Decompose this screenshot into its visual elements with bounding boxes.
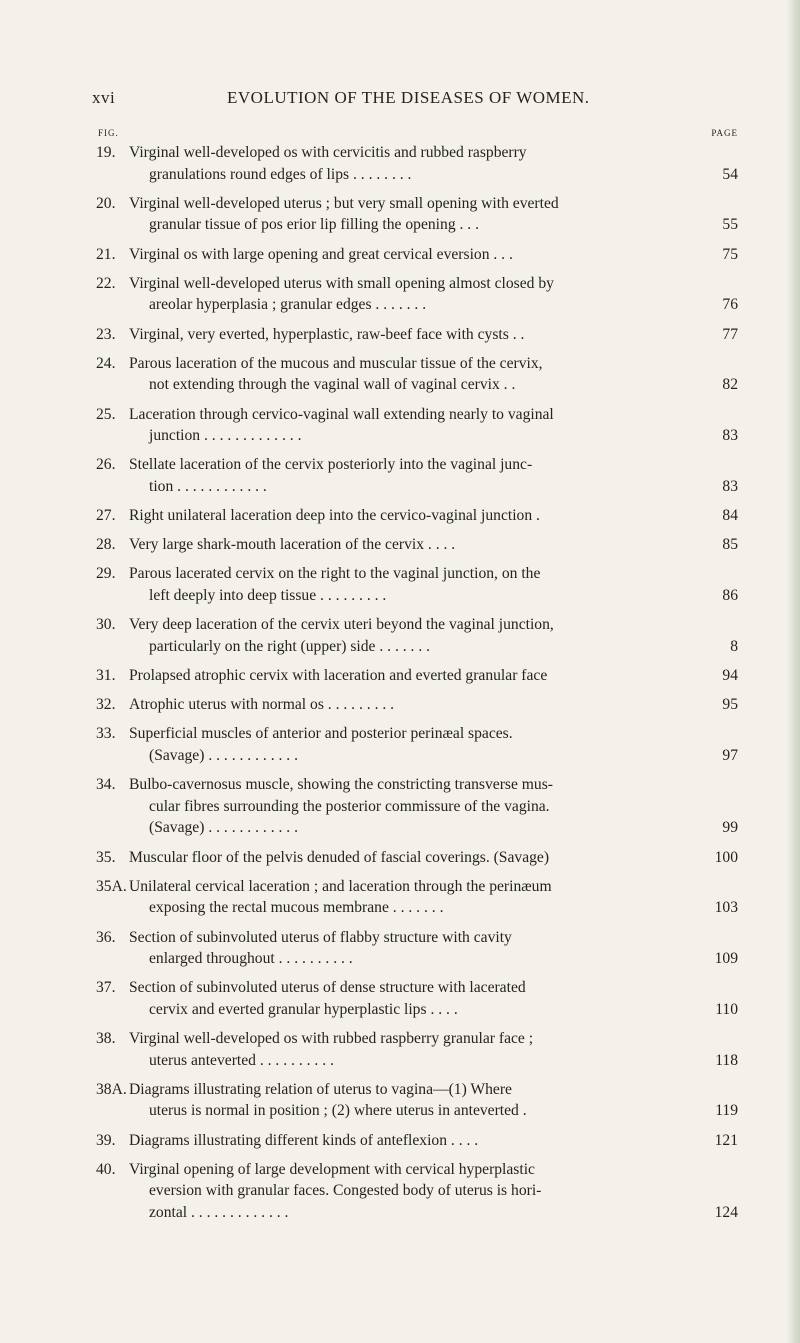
caption-line: Virginal well-developed uterus ; but very small opening with everted xyxy=(129,194,559,212)
figure-caption xyxy=(129,353,698,396)
page-reference: 75 xyxy=(722,245,738,263)
page-reference: 77 xyxy=(722,325,738,343)
figure-caption xyxy=(129,404,698,447)
figure-caption xyxy=(129,454,698,497)
caption-line: Right unilateral laceration deep into the cervico-vaginal junction . xyxy=(129,507,540,525)
caption-line: (Savage) . . . . . . . . . . . . xyxy=(149,819,298,837)
page-edge-shadow xyxy=(786,0,800,1343)
figure-number: 28. xyxy=(96,536,116,554)
figure-caption xyxy=(129,1028,698,1071)
caption-line: Muscular floor of the pelvis denuded of fascial coverings. (Savage) xyxy=(129,848,550,866)
caption-line: eversion with granular faces. Congested body of uterus is hori- xyxy=(149,1182,542,1200)
page-reference: 110 xyxy=(715,1000,738,1018)
figure-entry xyxy=(96,927,738,970)
caption-line: Section of subinvoluted uterus of dense structure with lacerated xyxy=(129,979,526,997)
page-reference: 121 xyxy=(714,1131,738,1149)
figure-entry xyxy=(96,505,738,527)
caption-line: Superficial muscles of anterior and posterior perinæal spaces. xyxy=(129,725,513,743)
figure-number: 30. xyxy=(96,616,116,634)
figure-number: 25. xyxy=(96,405,116,423)
figure-number: 24. xyxy=(96,354,116,372)
caption-line: cervix and everted granular hyperplastic lips . . . . xyxy=(149,1000,458,1018)
figure-entry xyxy=(96,1028,738,1071)
figure-entry xyxy=(96,353,738,396)
figure-entry xyxy=(96,694,738,716)
figure-number: 27. xyxy=(96,507,116,525)
caption-line: Diagrams illustrating different kinds of anteflexion . . . . xyxy=(129,1131,479,1149)
figure-entry xyxy=(96,1079,738,1122)
figure-number: 38A. xyxy=(96,1080,127,1098)
figure-caption xyxy=(129,193,698,236)
caption-line: areolar hyperplasia ; granular edges . . . . . . . xyxy=(149,296,427,314)
figure-caption xyxy=(129,723,698,766)
figure-entry xyxy=(96,324,738,346)
figure-entry xyxy=(96,563,738,606)
figure-entry xyxy=(96,142,738,185)
figure-entry xyxy=(96,1130,738,1152)
caption-line: Parous lacerated cervix on the right to the vaginal junction, on the xyxy=(129,565,541,583)
caption-line: exposing the rectal mucous membrane . . . . . . . xyxy=(149,899,444,917)
caption-line: Virginal well-developed os with rubbed raspberry granular face ; xyxy=(129,1030,534,1048)
figure-number: 23. xyxy=(96,325,116,343)
page-reference: 103 xyxy=(714,899,738,917)
page-reference: 95 xyxy=(722,696,738,714)
figure-entry xyxy=(96,977,738,1020)
caption-line: Very deep laceration of the cervix uteri beyond the vaginal junction, xyxy=(129,616,554,634)
figure-entry xyxy=(96,614,738,657)
caption-line: Diagrams illustrating relation of uterus to vagina—(1) Where xyxy=(129,1080,512,1098)
column-headings xyxy=(98,128,738,140)
figure-caption xyxy=(129,927,698,970)
caption-line: left deeply into deep tissue . . . . . . . . . xyxy=(149,587,387,605)
page-reference: 84 xyxy=(722,507,738,525)
figure-entry xyxy=(96,193,738,236)
caption-line: Laceration through cervico-vaginal wall extending nearly to vaginal xyxy=(129,405,554,423)
page-reference: 124 xyxy=(714,1204,738,1221)
page-reference: 54 xyxy=(722,165,738,183)
caption-line: uterus anteverted . . . . . . . . . . xyxy=(149,1051,334,1069)
figure-number: 38. xyxy=(96,1030,116,1048)
page-reference: 86 xyxy=(722,587,738,605)
caption-line: cular fibres surrounding the posterior commissure of the vagina. xyxy=(149,797,550,815)
figure-entry xyxy=(96,723,738,766)
figure-number: 29. xyxy=(96,565,116,583)
figure-number: 37. xyxy=(96,979,116,997)
page-column-heading: PAGE xyxy=(711,128,738,138)
figure-list xyxy=(96,142,738,1231)
figure-number: 33. xyxy=(96,725,116,743)
figure-entry xyxy=(96,1159,738,1224)
caption-line: uterus is normal in position ; (2) where uterus in anteverted . xyxy=(149,1102,527,1120)
page-reference: 82 xyxy=(722,376,738,394)
page-reference: 8 xyxy=(730,637,738,655)
page-reference: 76 xyxy=(722,296,738,314)
figure-caption xyxy=(129,324,698,346)
running-header xyxy=(92,88,732,112)
caption-line: Virginal opening of large development with cervical hyperplastic xyxy=(129,1160,535,1178)
figure-caption xyxy=(129,563,698,606)
page-reference: 109 xyxy=(714,950,738,968)
page-reference: 94 xyxy=(722,667,738,684)
figure-entry xyxy=(96,273,738,316)
figure-caption xyxy=(129,774,698,839)
page-reference: 83 xyxy=(722,427,738,445)
caption-line: Virginal, very everted, hyperplastic, raw-beef face with cysts . . xyxy=(129,325,525,343)
figure-number: 19. xyxy=(96,144,116,161)
caption-line: particularly on the right (upper) side . . . . . . . xyxy=(149,637,431,655)
figure-caption xyxy=(129,694,698,716)
figure-number: 36. xyxy=(96,928,116,946)
figure-entry xyxy=(96,665,738,687)
figure-caption xyxy=(129,876,698,919)
caption-line: junction . . . . . . . . . . . . . xyxy=(149,427,302,445)
caption-line: Atrophic uterus with normal os . . . . . . . . . xyxy=(129,696,395,714)
page-reference: 100 xyxy=(714,848,738,866)
caption-line: Bulbo-cavernosus muscle, showing the constricting transverse mus- xyxy=(129,776,553,794)
figure-number: 40. xyxy=(96,1160,116,1178)
figure-number: 31. xyxy=(96,667,116,684)
figure-caption xyxy=(129,1130,698,1152)
figure-entry xyxy=(96,876,738,919)
figure-entry xyxy=(96,534,738,556)
figure-caption xyxy=(129,534,698,556)
figure-number: 26. xyxy=(96,456,116,474)
caption-line: Section of subinvoluted uterus of flabby structure with cavity xyxy=(129,928,512,946)
figure-number: 21. xyxy=(96,245,116,263)
caption-line: Virginal well-developed os with cervicitis and rubbed raspberry xyxy=(129,144,527,161)
figure-number: 34. xyxy=(96,776,116,794)
caption-line: (Savage) . . . . . . . . . . . . xyxy=(149,746,298,764)
figure-entry xyxy=(96,244,738,266)
page-reference: 55 xyxy=(722,216,738,234)
page-reference: 83 xyxy=(722,477,738,495)
figure-number: 22. xyxy=(96,274,116,292)
figure-number: 20. xyxy=(96,194,116,212)
caption-line: not extending through the vaginal wall of vaginal cervix . . xyxy=(149,376,516,394)
figure-entry xyxy=(96,404,738,447)
figure-caption xyxy=(129,847,698,869)
figure-number: 35. xyxy=(96,848,116,866)
figure-caption xyxy=(129,244,698,266)
caption-line: granular tissue of pos erior lip filling the opening . . . xyxy=(149,216,480,234)
figure-caption xyxy=(129,273,698,316)
caption-line: Unilateral cervical laceration ; and laceration through the perinæum xyxy=(129,877,552,895)
page-reference: 85 xyxy=(722,536,738,554)
figure-entry xyxy=(96,454,738,497)
page-title: EVOLUTION OF THE DISEASES OF WOMEN. xyxy=(227,88,590,107)
page-reference: 99 xyxy=(722,819,738,837)
figure-number: 32. xyxy=(96,696,116,714)
page-number: xvi xyxy=(92,88,116,107)
figure-entry xyxy=(96,847,738,869)
figure-caption xyxy=(129,614,698,657)
figure-caption xyxy=(129,142,698,185)
figure-number: 35A. xyxy=(96,877,127,895)
figure-caption xyxy=(129,665,698,687)
figure-caption xyxy=(129,1079,698,1122)
caption-line: Virginal os with large opening and great cervical eversion . . . xyxy=(129,245,513,263)
caption-line: enlarged throughout . . . . . . . . . . xyxy=(149,950,353,968)
figure-caption xyxy=(129,505,698,527)
page-reference: 119 xyxy=(715,1102,738,1120)
caption-line: granulations round edges of lips . . . . . . . . xyxy=(149,165,412,183)
figure-caption xyxy=(129,977,698,1020)
caption-line: Parous laceration of the mucous and muscular tissue of the cervix, xyxy=(129,354,543,372)
fig-column-heading: FIG. xyxy=(98,128,119,138)
page-reference: 97 xyxy=(722,746,738,764)
figure-number: 39. xyxy=(96,1131,116,1149)
caption-line: zontal . . . . . . . . . . . . . xyxy=(149,1204,289,1221)
caption-line: tion . . . . . . . . . . . . xyxy=(149,477,267,495)
caption-line: Prolapsed atrophic cervix with laceration and everted granular face xyxy=(129,667,548,684)
figure-entry xyxy=(96,774,738,839)
caption-line: Stellate laceration of the cervix posteriorly into the vaginal junc- xyxy=(129,456,533,474)
caption-line: Very large shark-mouth laceration of the cervix . . . . xyxy=(129,536,456,554)
figure-caption xyxy=(129,1159,698,1224)
page-reference: 118 xyxy=(715,1051,738,1069)
caption-line: Virginal well-developed uterus with small opening almost closed by xyxy=(129,274,554,292)
